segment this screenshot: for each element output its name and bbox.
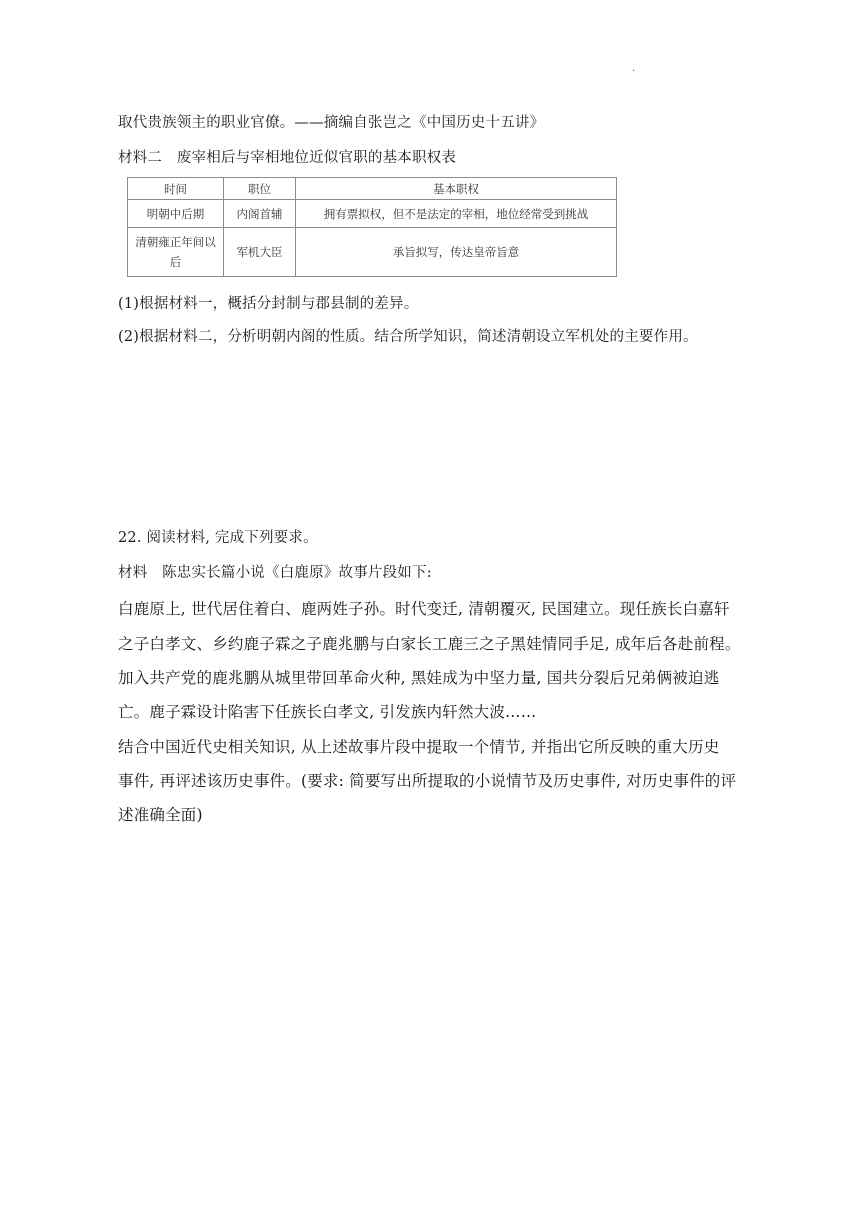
table-header-row [128, 178, 617, 200]
question-22-title: 22. 阅读材料, 完成下列要求。 [118, 530, 318, 546]
story-line: 白鹿原上, 世代居住着白、鹿两姓子孙。时代变迁, 清朝覆灭, 民国建立。现任族长白嘉轩 [118, 600, 730, 618]
story-line: 加入共产党的鹿兆鹏从城里带回革命火种, 黑娃成为中坚力量, 国共分裂后兄弟俩被迫逃 [118, 669, 720, 687]
table-cell: 军机大臣 [224, 228, 296, 277]
table-row [128, 200, 617, 228]
corner-mark: · [632, 66, 636, 77]
duties-table [127, 177, 617, 277]
story-line: 之子白孝文、乡约鹿子霖之子鹿兆鹏与白家长工鹿三之子黑娃情同手足, 成年后各赴前程。 [118, 635, 741, 653]
table-header-cell: 基本职权 [296, 178, 617, 200]
requirement-line: 事件, 再评述该历史事件。(要求: 简要写出所提取的小说情节及历史事件, 对历史事件的评 [118, 772, 737, 790]
material-title: 材料 陈忠实长篇小说《白鹿原》故事片段如下: [118, 565, 432, 581]
table-cell: 清朝雍正年间以后 [128, 228, 224, 277]
table-cell: 明朝中后期 [128, 200, 224, 228]
requirement-line: 结合中国近代史相关知识, 从上述故事片段中提取一个情节, 并指出它所反映的重大历史 [118, 738, 720, 756]
table-header-cell: 时间 [128, 178, 224, 200]
question-1: (1)根据材料一，概括分封制与郡县制的差异。 [118, 296, 419, 312]
requirement-line: 述准确全面) [118, 806, 203, 824]
table-cell: 承旨拟写，传达皇帝旨意 [296, 228, 617, 277]
story-line: 亡。鹿子霖设计陷害下任族长白孝文, 引发族内轩然大波…… [118, 703, 537, 721]
table-header-cell: 职位 [224, 178, 296, 200]
table-cell: 拥有票拟权，但不是法定的宰相，地位经常受到挑战 [296, 200, 617, 228]
material2-title: 材料二 废宰相后与宰相地位近似官职的基本职权表 [118, 150, 457, 166]
table-cell: 内阁首辅 [224, 200, 296, 228]
material1-citation: 取代贵族领主的职业官僚。——摘编自张岂之《中国历史十五讲》 [118, 115, 545, 131]
table-row [128, 228, 617, 277]
question-2: (2)根据材料二，分析明朝内阁的性质。结合所学知识，简述清朝设立军机处的主要作用。 [118, 329, 698, 345]
